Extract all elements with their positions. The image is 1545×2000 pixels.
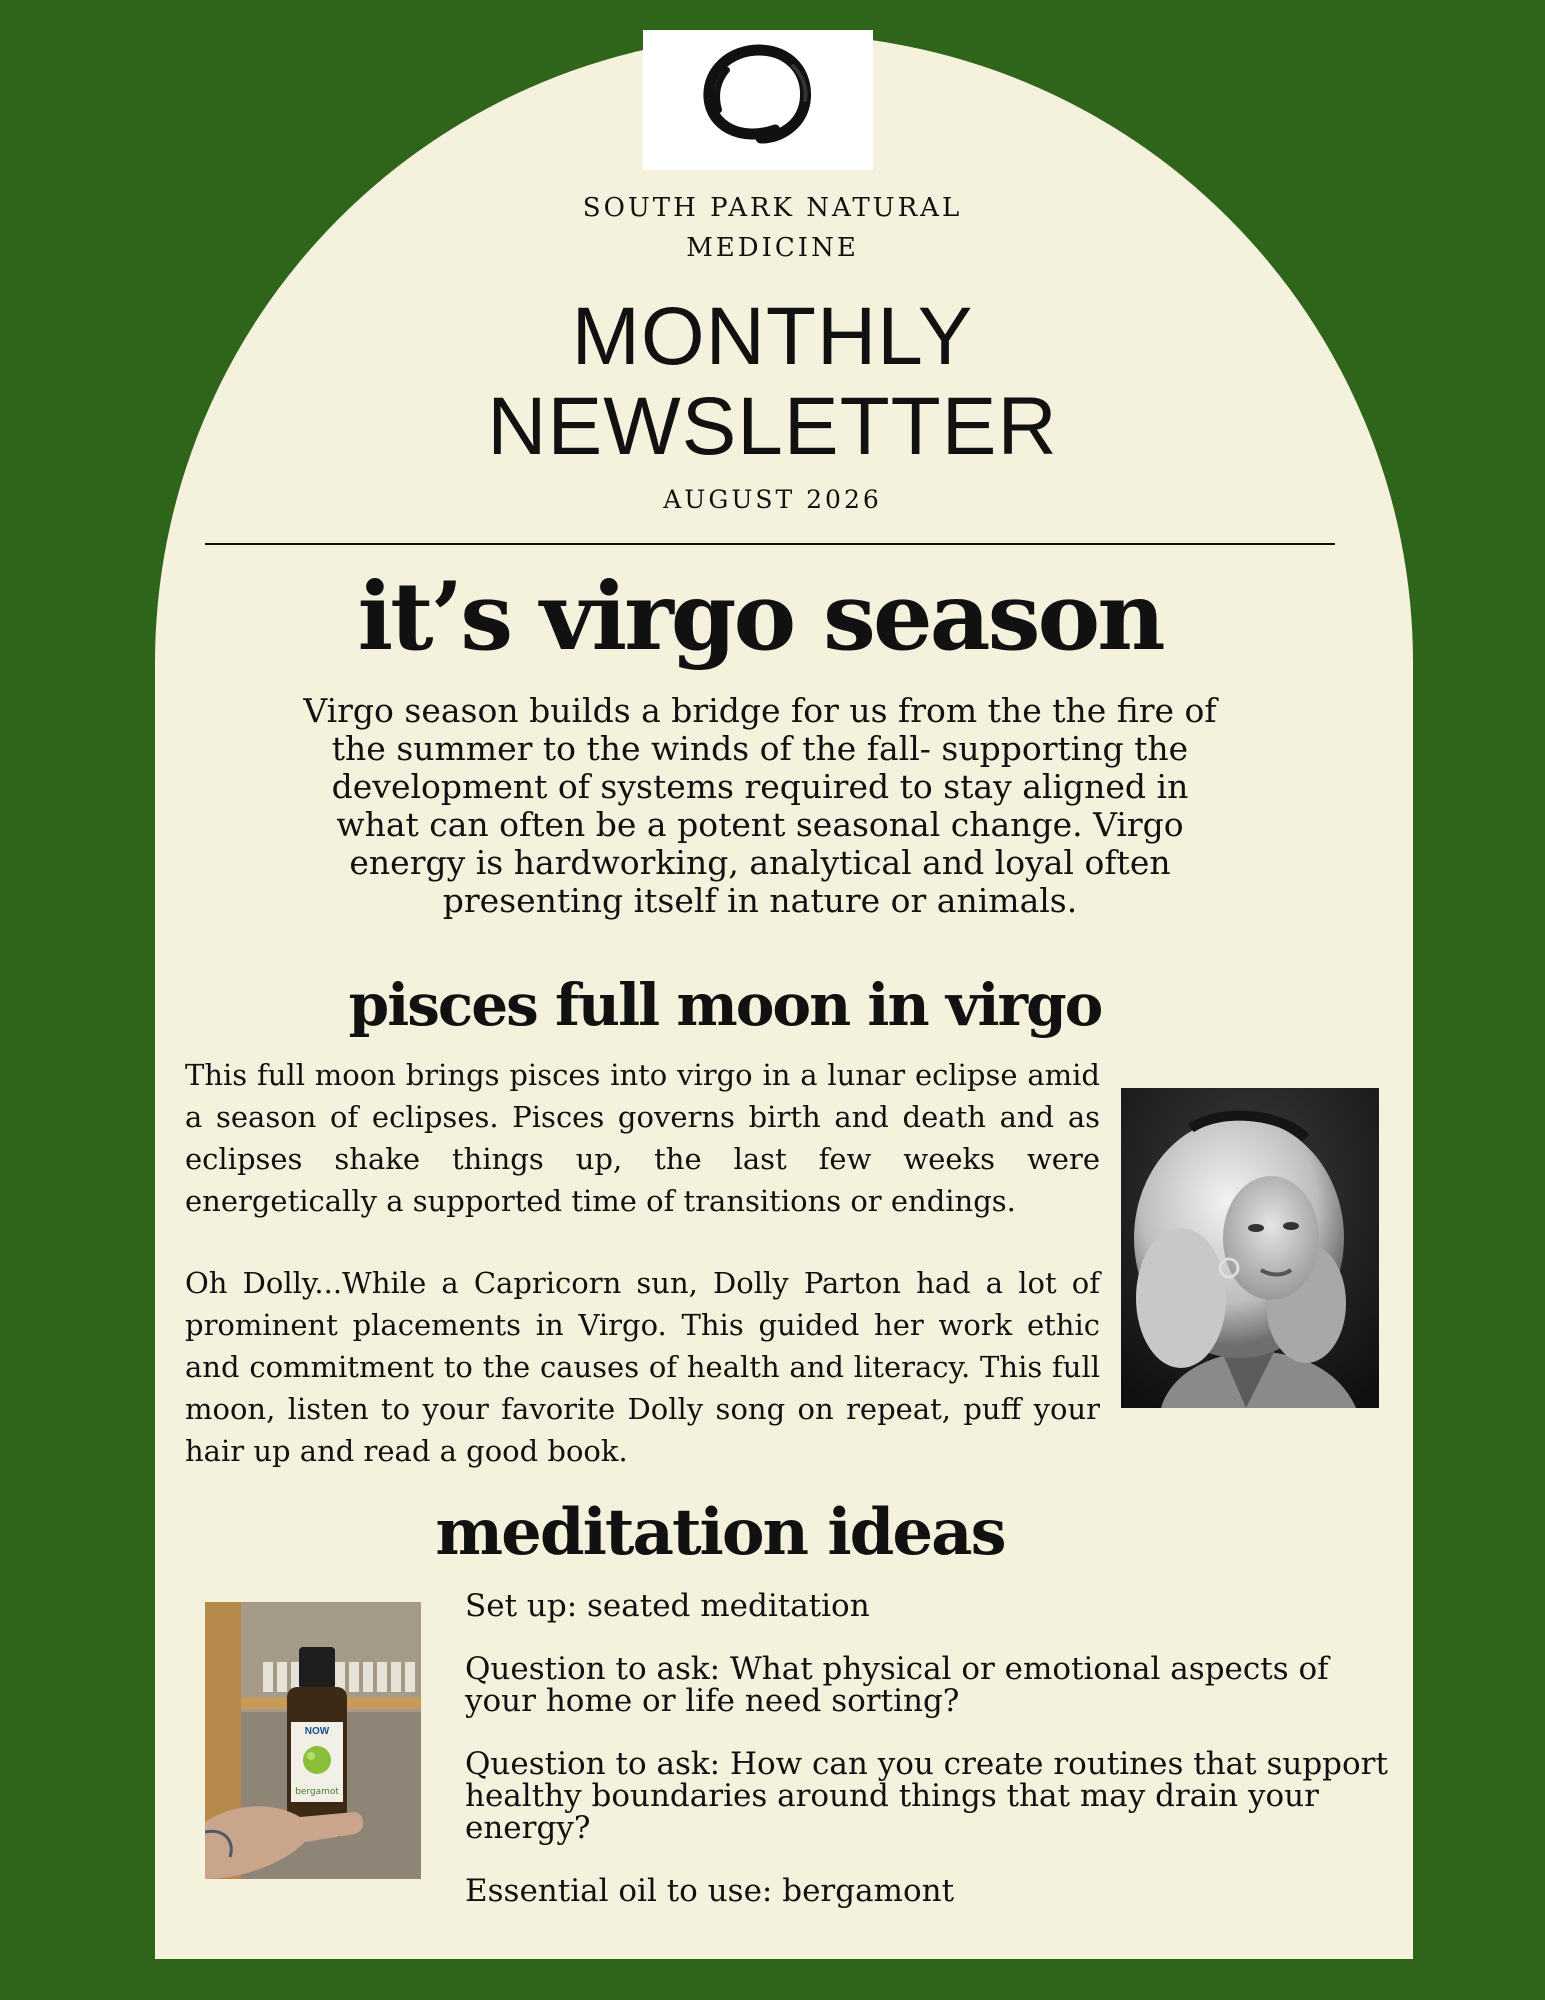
intro-line: the summer to the winds of the fall- supporting the [331, 729, 1189, 768]
essential-oil-item: Essential oil to use: bergamont [465, 1873, 955, 1909]
intro-line: Virgo season builds a bridge for us from the the fire of [303, 691, 1217, 730]
header-divider [205, 543, 1335, 545]
virgo-season-intro [250, 692, 1270, 920]
pisces-paragraph-eclipse: This full moon brings pisces into virgo in a lunar eclipse amid a season of eclipses. Pisces governs birth and death and as eclipses shake things up, the last few weeks were energetically a supported time of transitions or endings. [185, 1058, 1100, 1218]
intro-line: presenting itself in nature or animals. [442, 881, 1078, 920]
intro-line: development of systems required to stay aligned in [331, 767, 1189, 806]
meditation-question-item: Question to ask: What physical or emotional aspects of your home or life need sorting? [465, 1651, 1329, 1719]
clinic-name-line2: MEDICINE [686, 233, 859, 263]
enso-circle-icon [643, 30, 873, 170]
title-line2: NEWSLETTER [487, 381, 1058, 472]
meditation-ideas-heading: meditation ideas [435, 1495, 1005, 1570]
meditation-ideas-list [465, 1590, 1395, 1938]
bergamot-oil-photo [205, 1602, 421, 1879]
meditation-question-item: Question to ask: How can you create routines that support healthy boundaries around things that may drain your energy? [465, 1746, 1388, 1846]
logo [643, 30, 873, 170]
clinic-name-line1: SOUTH PARK NATURAL [582, 193, 963, 223]
oil-label-text: bergamot [295, 1787, 339, 1797]
pisces-full-moon-heading: pisces full moon in virgo [348, 971, 1102, 1039]
oil-bottle-illustration [205, 1602, 421, 1879]
portrait-illustration [1121, 1088, 1379, 1408]
newsletter-title [400, 292, 1145, 472]
dolly-parton-photo [1121, 1088, 1379, 1408]
issue-date: AUGUST 2026 [663, 485, 882, 514]
pisces-paragraph-dolly: Oh Dolly...While a Capricorn sun, Dolly Parton had a lot of prominent placements in Virgo. This guided her work ethic and commitment to the causes of health and literacy. This full moon, listen to your favorite Dolly song on repeat, puff your hair up and read a good book. [185, 1266, 1100, 1468]
meditation-setup-item: Set up: seated meditation [465, 1588, 870, 1624]
intro-line: energy is hardworking, analytical and loyal often [349, 843, 1171, 882]
clinic-name [500, 188, 1045, 268]
oil-brand-text: NOW [304, 1726, 330, 1737]
title-line1: MONTHLY [571, 291, 974, 382]
virgo-season-heading: it’s virgo season [357, 562, 1163, 672]
intro-line: what can often be a potent seasonal change. Virgo [336, 805, 1184, 844]
